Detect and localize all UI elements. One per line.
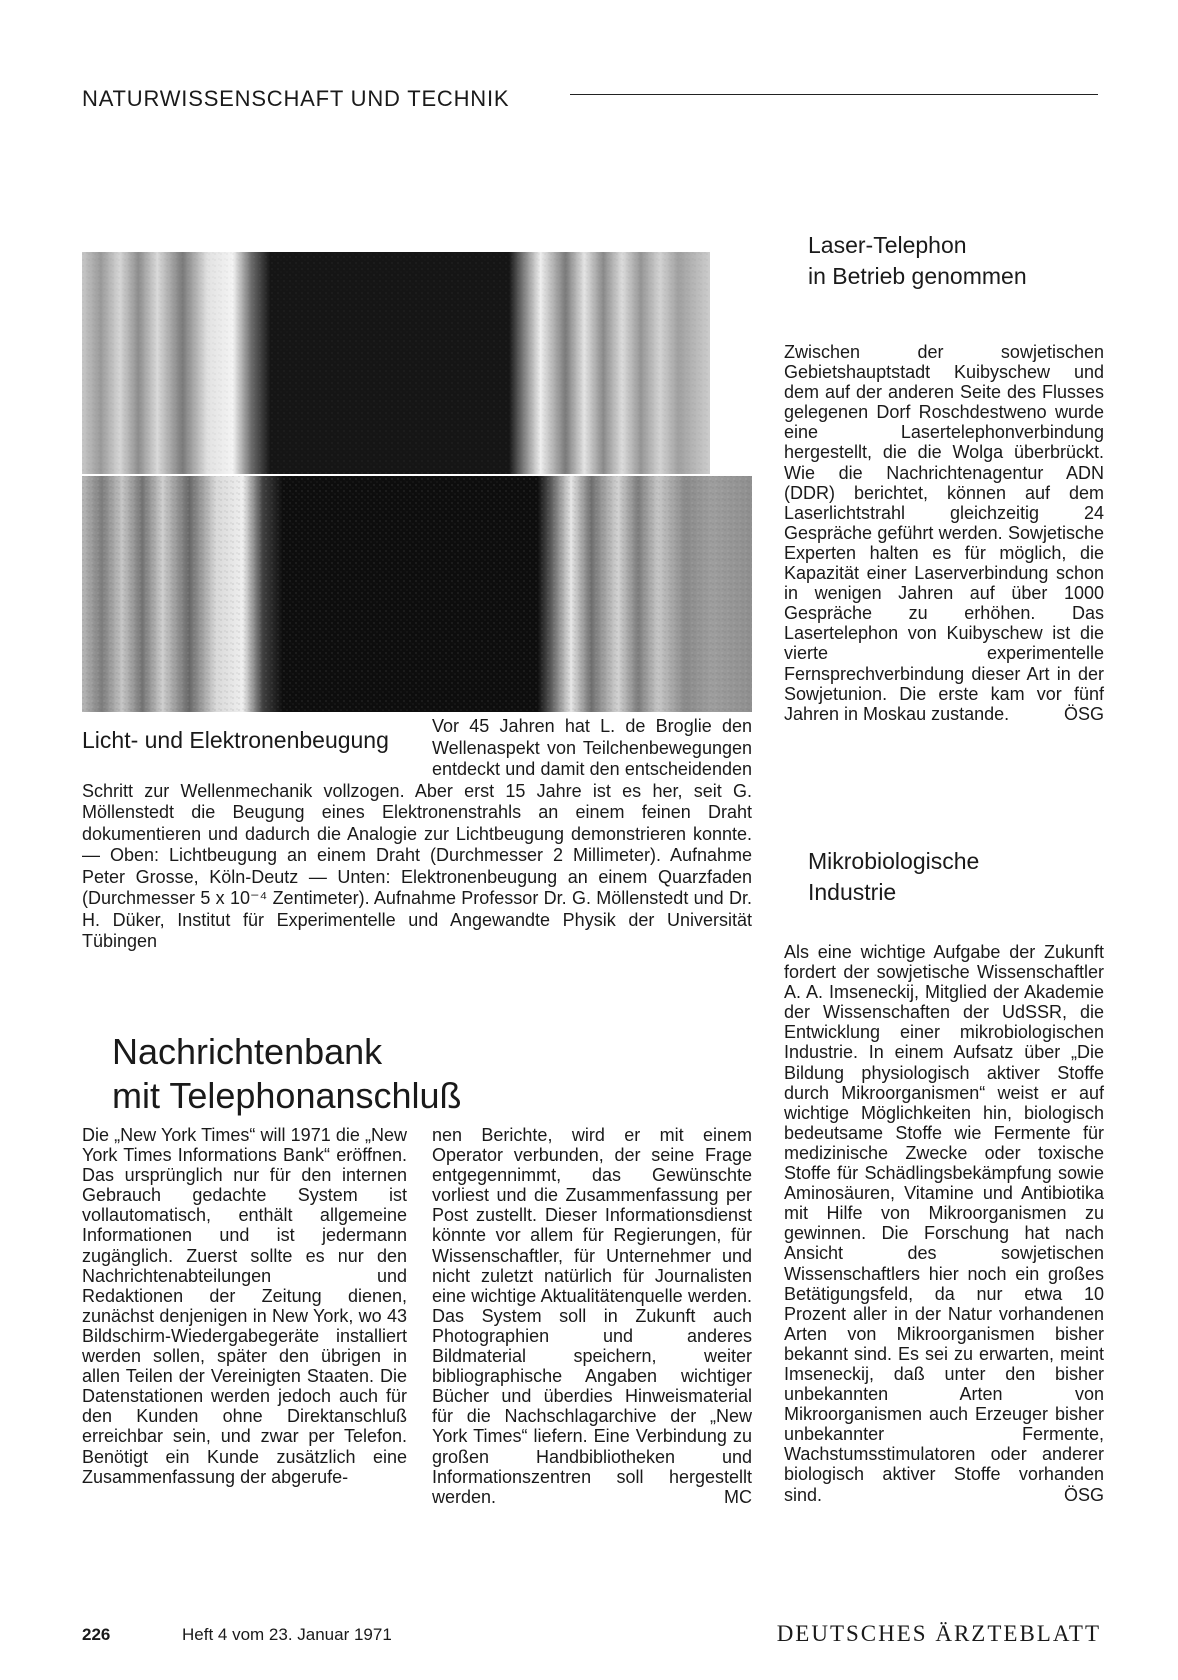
header-rule [570,94,1098,95]
title-line-2: mit Telephonanschluß [112,1075,462,1116]
article-text-col2: nen Berichte, wird er mit einem Operator verbunden, der seine Frage entgegennimmt, das Gewünschte vorliest und die Zusammenfassung per Post zustellt. Dieser Informationsdienst könnte vor allem für Regierungen, für Wissenschaftler, für Unternehmer und nicht zuletzt natürlich für Journalisten eine wichtige Aktualitätenquelle werden. Das System soll in Zukunft auch Photographien und anderes Bildmaterial speichern, weiter bibliographische Angaben wichtiger Bücher und überdies Hinweismaterial für die Nachschlagarchive der „New York Times“ liefern. Eine Verbindung zu großen Handbibliotheken und Informationszentren soll hergestellt werden. MC [432,1125,752,1507]
title-line-1: Nachrichtenbank [112,1031,383,1072]
article-text-col1: Die „New York Times“ will 1971 die „New York Times Informations Bank“ eröffnen. Das ursprünglich nur für den internen Gebrauch gedachte System ist vollautomatisch, enthält allgemeine Informationen und ist jedermann zugänglich. Zuerst sollte es nur den Nachrichtenabteilungen und Redaktionen der Zeitung dienen, zunächst denjenigen in New York, wo 43 Bildschirm-Wiedergabegeräte installiert werden sollen, später den übrigen in allen Teilen der Vereinigten Staaten. Die Datenstationen werden jedoch auch für den Kunden ohne Direktanschluß erreichbar sein, und zwar per Telefon. Benötigt ein Kunde zusätzlich eine Zusammenfassung der abgerufe- [82,1125,407,1487]
figure-caption [82,716,752,953]
diffraction-photographs [82,252,752,712]
article-title-nachrichtenbank [112,1030,532,1118]
signature: MC [724,1486,752,1507]
article-column-laser [784,342,1104,724]
title-line-2: in Betrieb genommen [808,263,1027,289]
signature: ÖSG [1063,703,1104,724]
title-line-1: Mikrobiologische [808,848,980,874]
article-text-laser: Zwischen der sowjetischen Gebietshauptstadt Kuibyschew und dem auf der anderen Seite des Flusses gelegenen Dorf Roschdestweno wurde eine Lasertelephonverbindung hergestellt, die die Wolga überbrückt. Wie die Nachrichtenagentur ADN (DDR) berichtet, können auf dem Laserlichtstrahl gleichzeitig 24 Gespräche geführt werden. Sowjetische Experten halten es für möglich, die Kapazität einer Laserverbindung schon in wenigen Jahren auf über 1000 Gespräche zu erhöhen. Das Lasertelephon von Kuibyschew ist die vierte experimentelle Fernsprechverbindung dieser Art in der Sowjetunion. Die erste kam vor fünf Jahren in Moskau zustande. ÖSG [784,342,1104,724]
article-column-mikrobiologie [784,942,1104,1505]
issue-info: Heft 4 vom 23. Januar 1971 [182,1625,392,1644]
article-column-1 [82,1125,407,1487]
title-line-1: Laser-Telephon [808,232,967,258]
caption-title: Licht- und Elektronenbeugung [82,727,389,753]
article-title-laser [808,230,1027,292]
article-column-2 [432,1125,752,1507]
article-text-mikrobiologie: Als eine wichtige Aufgabe der Zukunft fordert der sowjetische Wissenschaftler A. A. Imseneckij, Mitglied der Akademie der Wissenschaften der UdSSR, die Entwicklung einer mikrobiologischen Industrie. In einem Aufsatz über „Die Bildung physiologisch aktiver Stoffe durch Mikroorganismen“ weist er auf wichtige Möglichkeiten hin, biologisch bedeutsame Stoffe wie Fermente für medizinische Zwecke oder toxische Stoffe für Schädlingsbekämpfung sowie Aminosäuren, Vitamine und Antibiotika mit Hilfe von Mikroorganismen zu gewinnen. Die Forschung hat nach Ansicht des sowjetischen Wissenschaftlers hier noch ein großes Betätigungsfeld, da nur etwa 10 Prozent aller in der Natur vorhandenen Arten von Mikroorganismen bisher bekannt sind. Es sei zu erwarten, meint Imseneckij, daß unter den bisher unbekannten Arten von Mikroorganismen auch Erzeuger bisher unbekannter Fermente, Wachstumsstimulatoren oder anderer biologisch aktiver Stoffe vorhanden sind. ÖSG [784,942,1104,1505]
article-title-mikrobiologie [808,846,979,908]
title-line-2: Industrie [808,879,897,905]
journal-name: DEUTSCHES ÄRZTEBLATT [776,1621,1101,1646]
diffraction-figure [82,252,752,712]
signature: ÖSG [1063,1484,1104,1505]
caption-text: Vor 45 Jahren hat L. de Broglie den Wellenaspekt von Teilchenbewegungen entdeckt und damit den entscheidenden Schritt zur Wellenmechanik vollzogen. Aber erst 15 Jahre ist es her, seit G. Möllenstedt die Beugung eines Elektronenstrahls an einem feinen Draht dokumentieren und dadurch die Analogie zur Lichtbeugung demonstrieren konnte. — Oben: Lichtbeugung an einem Draht (Durchmesser 2 Millimeter). Aufnahme Peter Grosse, Köln-Deutz — Unten: Elektronenbeugung an einem Quarzfaden (Durchmesser 5 x 10⁻⁴ Zentimeter). Aufnahme Professor Dr. G. Möllenstedt und Dr. H. Düker, Institut für Experimentelle und Angewandte Physik der Universität Tübingen [82,716,752,951]
page-number: 226 [82,1625,111,1644]
section-title: NATURWISSENSCHAFT UND TECHNIK [82,86,510,111]
